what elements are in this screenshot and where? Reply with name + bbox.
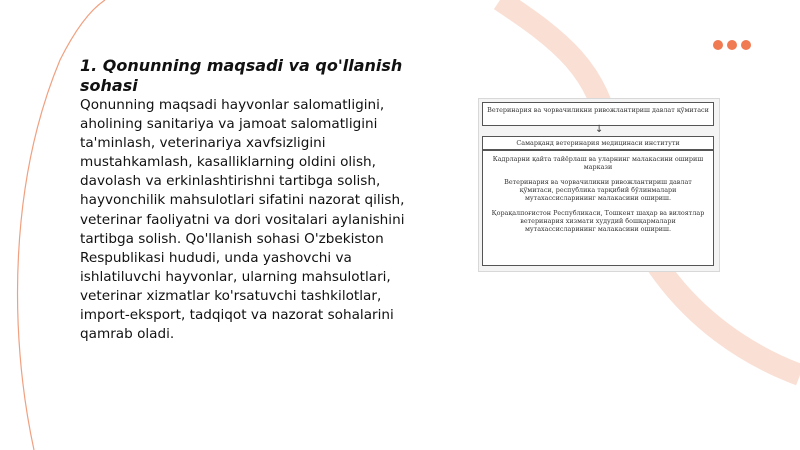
- arrow-down-icon: ↓: [595, 124, 604, 135]
- dot-icon: [741, 40, 751, 50]
- slide-title: 1. Qonunning maqsadi va qo'llanish sohasi: [80, 56, 403, 95]
- diagram-top-box: Ветеринария ва чорвачиликни ривожлантириш давлат қўмитаси: [482, 102, 714, 126]
- diagram-mid-box: Самарқанд ветеринария медицинаси институти: [482, 136, 714, 150]
- diagram-para: Кадрларни қайта тайёрлаш ва уларнинг малакасини ошириш маркази: [492, 155, 704, 171]
- slide-body-text: Qonunning maqsadi hayvonlar salomatligini, aholining sanitariya va jamoat salomatligini ta'minlash, veterinariya xavfsizligini mustahkamlash, kasalliklarning oldini olish, davolash va erkinlashtirishni tartibga solish, hayvonchilik mahsulotlari sifatini nazorat qilish, veterinar faoliyatni va dori vositalari aylanishini tartibga solish. Qo'llanish sohasi O'zbekiston Respublikasi hududi, unda yashovchi va ishlatiluvchi hayvonlar, ularning mahsulotlari, veterinar xizmatlar ko'rsatuvchi tashkilotlar, import-eksport, tadqiqot va nazorat sohalarini qamrab oladi.: [80, 97, 405, 343]
- diagram-para: Қорақалпоғистон Республикаси, Тошкент шаҳар ва вилоятлар ветеринария хизмати худудий бошқармалари мутахассисларининг малакасини ошириш.: [491, 209, 705, 233]
- dot-icon: [727, 40, 737, 50]
- org-chart-image: [478, 98, 720, 272]
- diagram-para: Ветеринария ва чорвачиликни ривожлантириш давлат қўмитаси, республика тарқибий бўлинмалари мутахассисларининг малакасини ошириш.: [504, 178, 692, 202]
- diagram-detail-box: [482, 150, 714, 266]
- decorative-dots: [713, 40, 751, 50]
- dot-icon: [713, 40, 723, 50]
